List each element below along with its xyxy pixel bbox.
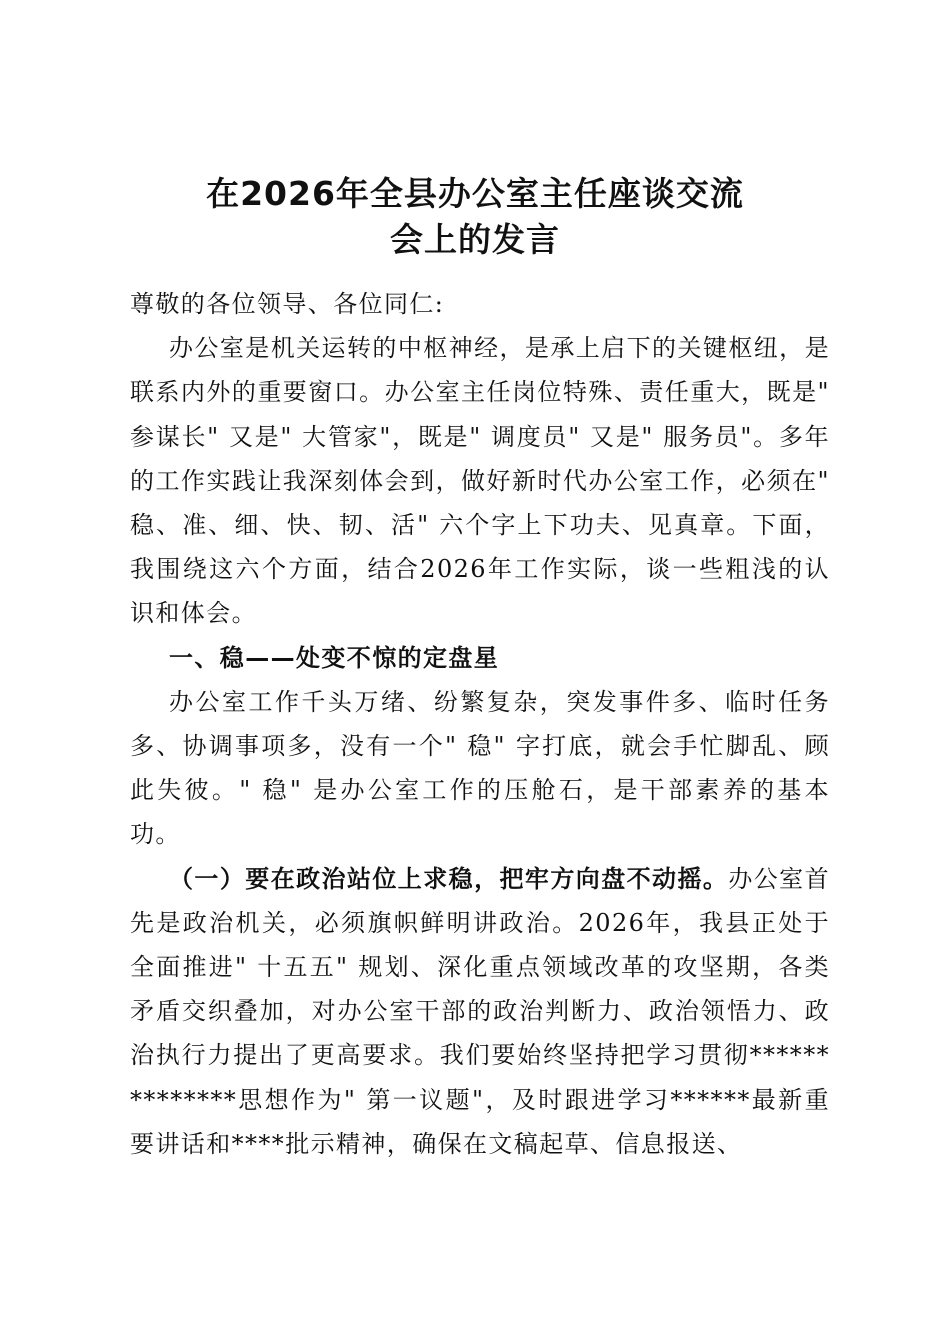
subsection-1-paragraph [130, 857, 830, 1166]
salutation: 尊敬的各位领导、各位同仁: [130, 290, 445, 318]
document-title-line-2: 会上的发言 [390, 220, 560, 259]
document-body [130, 282, 830, 1166]
subsection-1-lead: （一）要在政治站位上求稳，把牢方向盘不动摇。 [169, 864, 729, 893]
section-heading-1: 一、稳——处变不惊的定盘星 [169, 643, 500, 672]
section-1-paragraph: 办公室工作千头万绪、纷繁复杂，突发事件多、临时任务多、协调事项多，没有一个" 稳" 字打底，就会手忙脚乱、顾此失彼。" 稳" 是办公室工作的压舱石，是干部素养的基本功。 [130, 687, 830, 849]
intro-paragraph: 办公室是机关运转的中枢神经，是承上启下的关键枢纽，是联系内外的重要窗口。办公室主任岗位特殊、责任重大，既是" 参谋长" 又是" 大管家"，既是" 调度员" 又是" 服务员"。多年的工作实践让我深刻体会到，做好新时代办公室工作，必须在" 稳、准、细、快、韧、活" 六个字上下功夫、见真章。下面，我围绕这六个方面，结合2026年工作实际，谈一些粗浅的认识和体会。 [130, 334, 830, 628]
document-title-line-1: 在2026年全县办公室主任座谈交流 [206, 174, 744, 213]
subsection-1-text: 办公室首先是政治机关，必须旗帜鲜明讲政治。2026年，我县正处于全面推进" 十五五" 规划、深化重点领域改革的攻坚期，各类矛盾交织叠加，对办公室干部的政治判断力、政治领悟力、政治执行力提出了更高要求。我们要始终坚持把学习贯彻**************思想作为" 第一议题"，及时跟进学习******最新重要讲话和****批示精神，确保在文稿起草、信息报送、 [130, 864, 830, 1158]
